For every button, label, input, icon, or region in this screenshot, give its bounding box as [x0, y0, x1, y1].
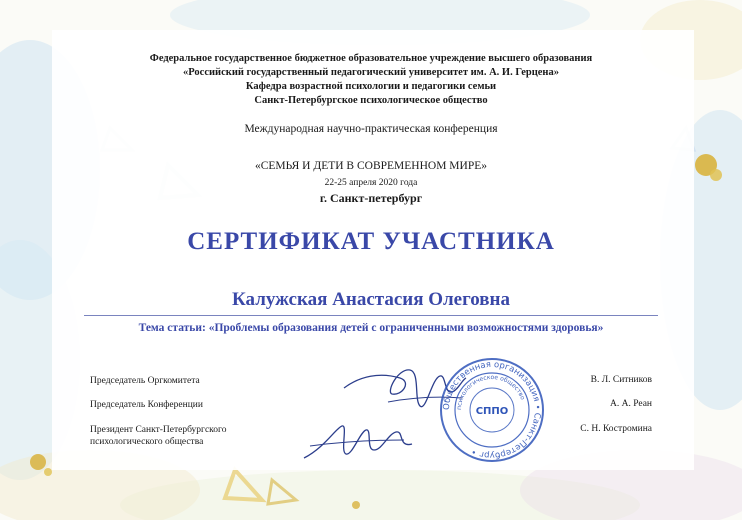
header-line-society: Санкт-Петербургское психологическое общество: [254, 95, 488, 106]
signer-rean: А. А. Реан: [609, 399, 652, 409]
signer-kostromina: С. Н. Костромина: [580, 424, 652, 434]
svg-text:психологическое общество: [456, 374, 526, 410]
conference-dates: 22-25 апреля 2020 года: [324, 178, 418, 188]
participant-name: Калужская Анастасия Олеговна: [232, 289, 510, 310]
conference-name: «СЕМЬЯ И ДЕТИ В СОВРЕМЕННОМ МИРЕ»: [254, 160, 488, 172]
role-conference-chair: Председатель Конференции: [90, 400, 203, 410]
header-line-ministry: Федеральное государственное бюджетное образовательное учреждение высшего образования: [149, 53, 593, 64]
role-society-president: Президент Санкт-Петербургского психологического общества: [90, 425, 227, 447]
conference-city: г. Санкт-петербург: [319, 191, 423, 205]
signer-sitnikov: В. Л. Ситников: [590, 375, 652, 385]
organization-stamp: [438, 356, 546, 464]
stamp-outer-text: Общественная организация • Санкт-Петербург •: [441, 359, 543, 461]
article-topic: Тема статьи: «Проблемы образования детей с ограниченными возможностями здоровья»: [138, 322, 604, 334]
role-orgcommittee-chair: Председатель Оргкомитета: [90, 376, 200, 386]
name-underline: [84, 315, 658, 316]
certificate-title: СЕРТИФИКАТ УЧАСТНИКА: [187, 228, 555, 255]
header-line-department: Кафедра возрастной психологии и педагогики семьи: [245, 81, 497, 92]
stamp-inner-text: психологическое общество: [455, 373, 527, 411]
stamp-center-text: СППО: [475, 406, 509, 417]
signature-2: [300, 418, 420, 466]
conference-type: Международная научно-практическая конференция: [244, 123, 498, 135]
organization-header: [0, 52, 742, 108]
header-line-university: «Российский государственный педагогический университет им. А. И. Герцена»: [183, 67, 559, 78]
